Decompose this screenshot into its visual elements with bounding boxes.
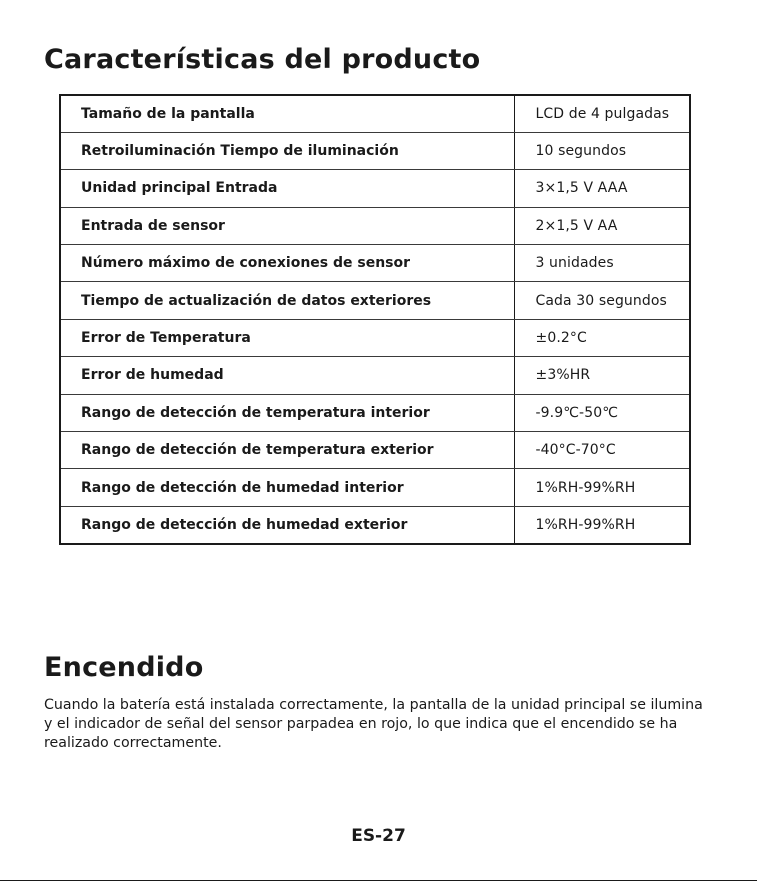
spec-value: ±3%HR: [514, 357, 690, 394]
table-row: [60, 319, 690, 356]
table-row: [60, 170, 690, 207]
table-row: [60, 432, 690, 469]
specs-table: [59, 94, 691, 545]
spec-value: LCD de 4 pulgadas: [514, 95, 690, 132]
spec-value: 10 segundos: [514, 132, 690, 169]
spec-value: 1%RH-99%RH: [514, 506, 690, 543]
bottom-divider: [0, 880, 757, 881]
spec-label: Rango de detección de temperatura exterior: [60, 432, 514, 469]
page-number: ES-27: [351, 826, 406, 846]
spec-value: 3×1,5 V AAA: [514, 170, 690, 207]
table-row: [60, 506, 690, 543]
spec-label: Error de humedad: [60, 357, 514, 394]
spec-label: Rango de detección de temperatura interior: [60, 394, 514, 431]
table-row: [60, 245, 690, 282]
table-row: [60, 95, 690, 132]
spec-label: Unidad principal Entrada: [60, 170, 514, 207]
spec-value: -9.9℃-50℃: [514, 394, 690, 431]
section-title-power: Encendido: [44, 652, 204, 683]
spec-value: -40°C-70°C: [514, 432, 690, 469]
spec-value: 1%RH-99%RH: [514, 469, 690, 506]
spec-label: Rango de detección de humedad interior: [60, 469, 514, 506]
spec-label: Número máximo de conexiones de sensor: [60, 245, 514, 282]
spec-label: Entrada de sensor: [60, 207, 514, 244]
power-description: Cuando la batería está instalada correctamente, la pantalla de la unidad principal se ilumina y el indicador de señal del sensor parpadea en rojo, lo que indica que el encendido se ha realizado correctamente.: [44, 697, 703, 751]
section-title-specs: Características del producto: [44, 44, 481, 75]
table-row: [60, 207, 690, 244]
spec-label: Retroiluminación Tiempo de iluminación: [60, 132, 514, 169]
table-row: [60, 132, 690, 169]
spec-value: ±0.2°C: [514, 319, 690, 356]
spec-label: Tamaño de la pantalla: [60, 95, 514, 132]
spec-value: Cada 30 segundos: [514, 282, 690, 319]
table-row: [60, 282, 690, 319]
table-row: [60, 357, 690, 394]
spec-value: 3 unidades: [514, 245, 690, 282]
spec-label: Error de Temperatura: [60, 319, 514, 356]
spec-label: Tiempo de actualización de datos exteriores: [60, 282, 514, 319]
spec-label: Rango de detección de humedad exterior: [60, 506, 514, 543]
table-row: [60, 469, 690, 506]
table-row: [60, 394, 690, 431]
spec-value: 2×1,5 V AA: [514, 207, 690, 244]
